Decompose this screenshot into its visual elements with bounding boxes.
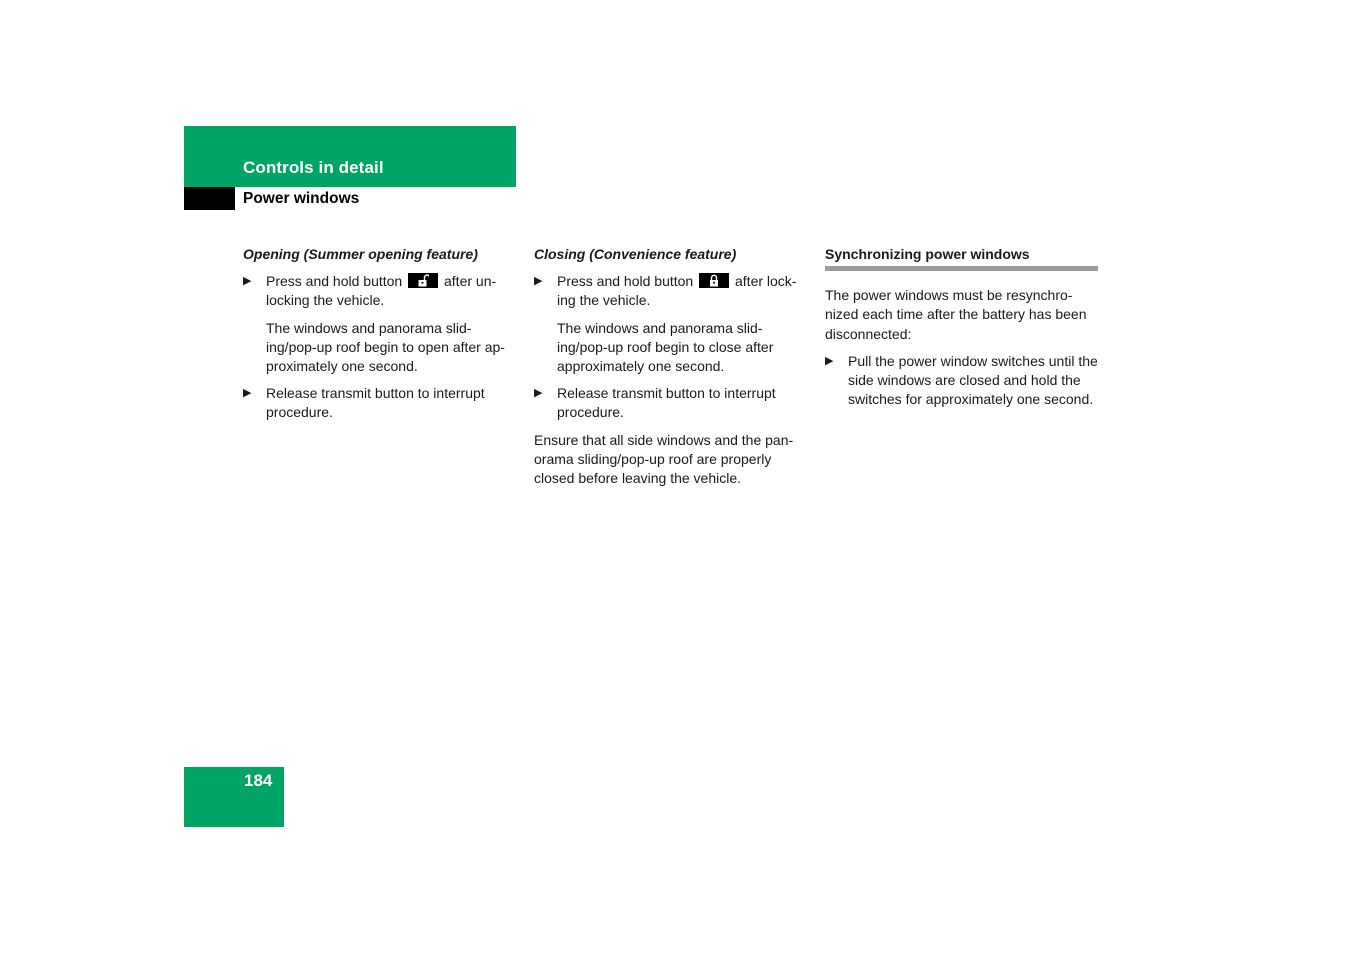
section-title: Controls in detail (243, 158, 384, 177)
header-black-tab (184, 187, 235, 210)
bullet-arrow-icon: ▶ (243, 275, 252, 288)
closing-step-1-result: The windows and panorama slid-ing/pop-up roof begin to close after approximately one second. (557, 319, 774, 375)
subsection-title: Power windows (243, 190, 360, 207)
opening-step-1 (243, 272, 519, 310)
synchronizing-step-1 (825, 352, 1101, 410)
closing-step-2 (534, 384, 810, 422)
lock-key-icon (699, 273, 729, 288)
opening-step-2 (243, 384, 519, 422)
opening-step-1-text-b: after un-locking the vehicle. (266, 273, 497, 309)
opening-step-1-text-a: Press and hold button (266, 273, 403, 290)
closing-warning: Ensure that all side windows and the pan-orama sliding/pop-up roof are properly closed before leaving the vehicle. (534, 431, 794, 487)
unlock-key-icon (408, 273, 438, 288)
opening-heading: Opening (Summer opening feature) (243, 246, 478, 262)
synchronizing-step-1-text: Pull the power window switches until the side windows are closed and hold the switches for approximately one second. (848, 352, 1098, 408)
synchronizing-intro: The power windows must be resynchro-nized each time after the battery has been disconnected: (825, 287, 1087, 342)
column-closing (534, 245, 810, 496)
opening-step-1-result: The windows and panorama slid-ing/pop-up roof begin to open after ap-proximately one second. (266, 319, 505, 375)
bullet-arrow-icon: ▶ (534, 387, 543, 400)
closing-step-1-text-a: Press and hold button (557, 273, 694, 290)
bullet-arrow-icon: ▶ (534, 275, 543, 288)
column-opening (243, 245, 519, 431)
synchronizing-heading: Synchronizing power windows (825, 246, 1030, 262)
closing-heading: Closing (Convenience feature) (534, 246, 737, 262)
page-number: 184 (244, 771, 273, 790)
bullet-arrow-icon: ▶ (243, 387, 252, 400)
column-synchronizing (825, 245, 1101, 417)
closing-step-1 (534, 272, 810, 310)
bullet-arrow-icon: ▶ (825, 354, 834, 367)
closing-step-2-text: Release transmit button to interrupt procedure. (557, 385, 776, 421)
opening-step-2-text: Release transmit button to interrupt procedure. (266, 385, 485, 421)
heading-rule (825, 266, 1098, 271)
closing-step-1-text-b: after lock-ing the vehicle. (557, 273, 797, 309)
